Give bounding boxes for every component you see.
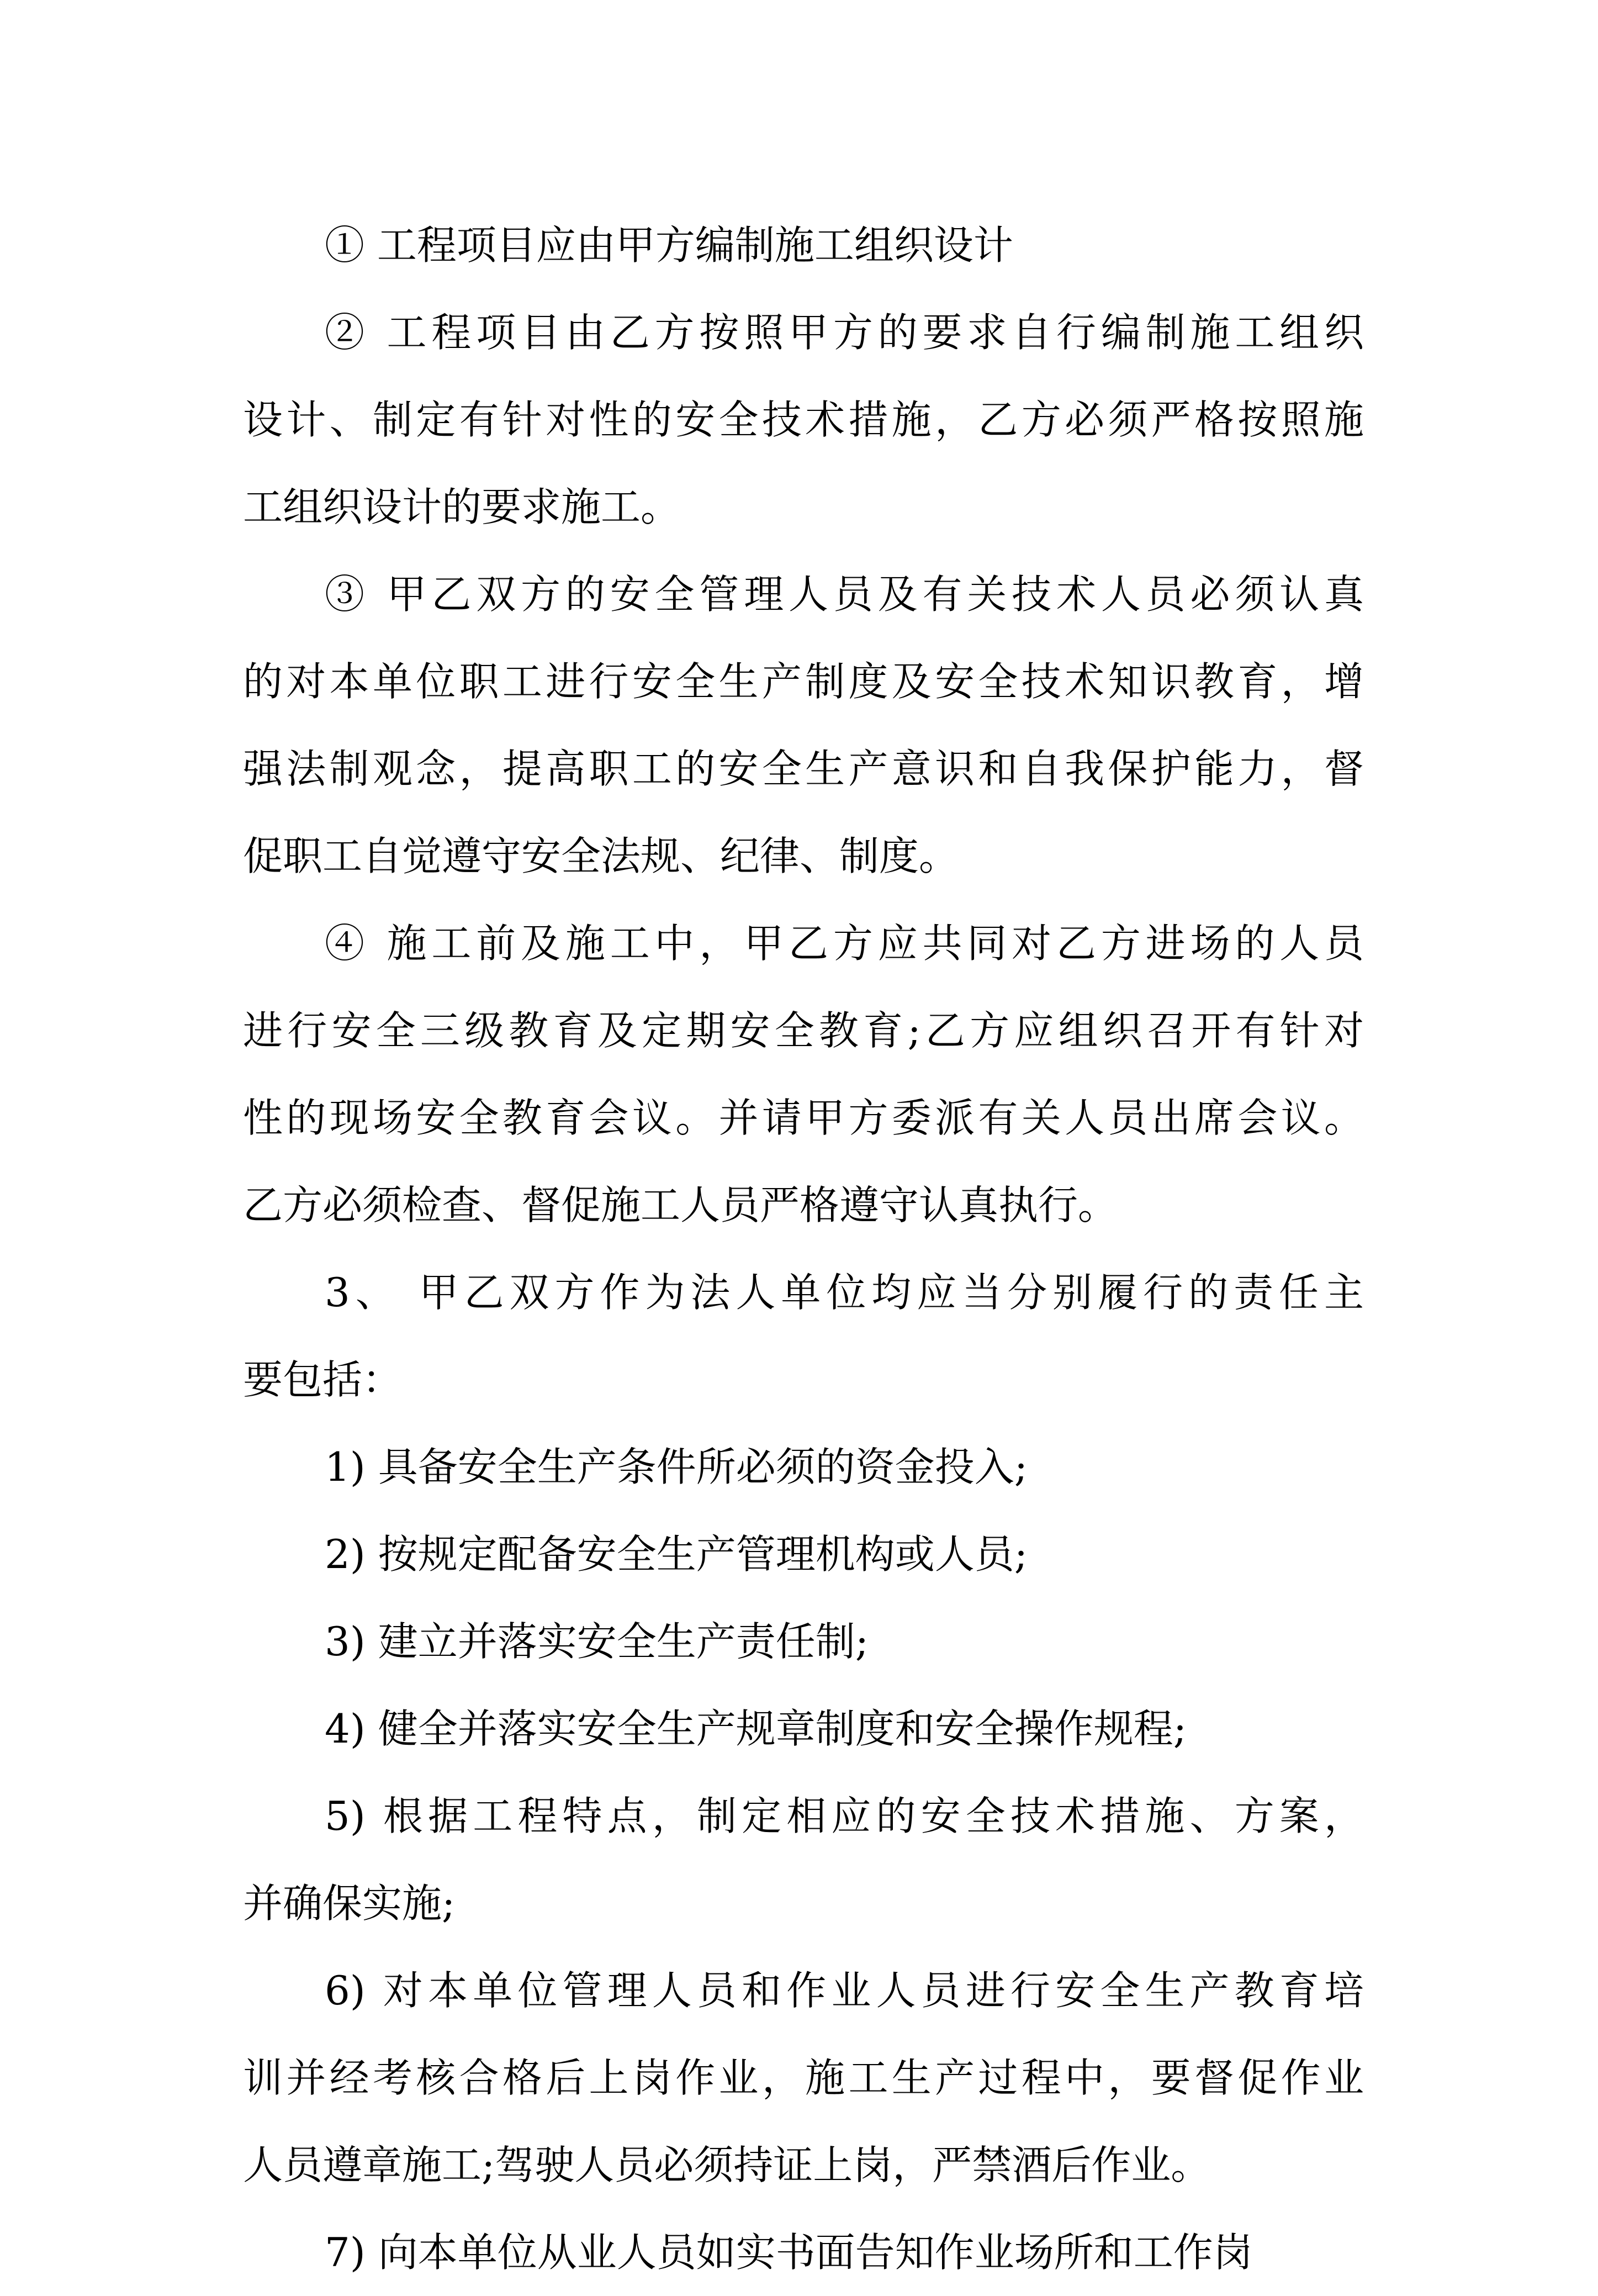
list-item-6 [243,1947,1364,2209]
text-line: 的对本单位职工进行安全生产制度及安全技术知识教育，增 [243,658,1364,705]
list-item-7 [243,2209,1364,2296]
text-line: 并确保实施; [243,1880,456,1926]
text-line: 强法制观念，提高职工的安全生产意识和自我保护能力，督 [243,746,1364,792]
section-3-heading [243,1249,1364,1423]
document-body [243,202,1364,2296]
text-line: 2) 按规定配备安全生产管理机构或人员; [325,1531,1028,1577]
paragraph-item-2 [243,289,1364,551]
paragraph-item-1 [243,202,1364,289]
text-line: 设计、制定有针对性的安全技术措施，乙方必须严格按照施 [243,397,1364,443]
text-line: ④ 施工前及施工中，甲乙方应共同对乙方进场的人员 [325,920,1364,967]
list-item-2 [243,1511,1364,1598]
text-line: 进行安全三级教育及定期安全教育;乙方应组织召开有针对 [243,1007,1364,1054]
text-line: 1) 具备安全生产条件所必须的资金投入; [325,1444,1028,1490]
text-line: 6) 对本单位管理人员和作业人员进行安全生产教育培 [325,1967,1364,2014]
text-line: 4) 健全并落实安全生产规章制度和安全操作规程; [325,1706,1187,1752]
text-line: 3、 甲乙双方作为法人单位均应当分别履行的责任主 [325,1269,1364,1316]
text-line: 工组织设计的要求施工。 [243,484,681,530]
text-line: 5) 根据工程特点，制定相应的安全技术措施、方案， [325,1793,1364,1839]
list-item-1 [243,1423,1364,1511]
text-line: 乙方必须检查、督促施工人员严格遵守认真执行。 [243,1182,1118,1228]
text-line: 性的现场安全教育会议。并请甲方委派有关人员出席会议。 [243,1095,1364,1141]
list-item-5 [243,1772,1364,1947]
text-line: 人员遵章施工;驾驶人员必须持证上岗，严禁酒后作业。 [243,2142,1211,2188]
text-line: 促职工自觉遵守安全法规、纪律、制度。 [243,833,959,879]
text-line: ① 工程项目应由甲方编制施工组织设计 [325,222,1013,268]
paragraph-item-4 [243,900,1364,1249]
text-line: 3) 建立并落实安全生产责任制; [325,1618,869,1665]
text-line: ③ 甲乙双方的安全管理人员及有关技术人员必须认真 [325,571,1364,617]
text-line: 7) 向本单位从业人员如实书面告知作业场所和工作岗 [325,2229,1253,2276]
paragraph-item-3 [243,551,1364,900]
text-line: 要包括： [243,1357,403,1403]
text-line: 训并经考核合格后上岗作业，施工生产过程中，要督促作业 [243,2055,1364,2101]
list-item-3 [243,1598,1364,1685]
text-line: ② 工程项目由乙方按照甲方的要求自行编制施工组织 [325,309,1364,356]
list-item-4 [243,1685,1364,1772]
